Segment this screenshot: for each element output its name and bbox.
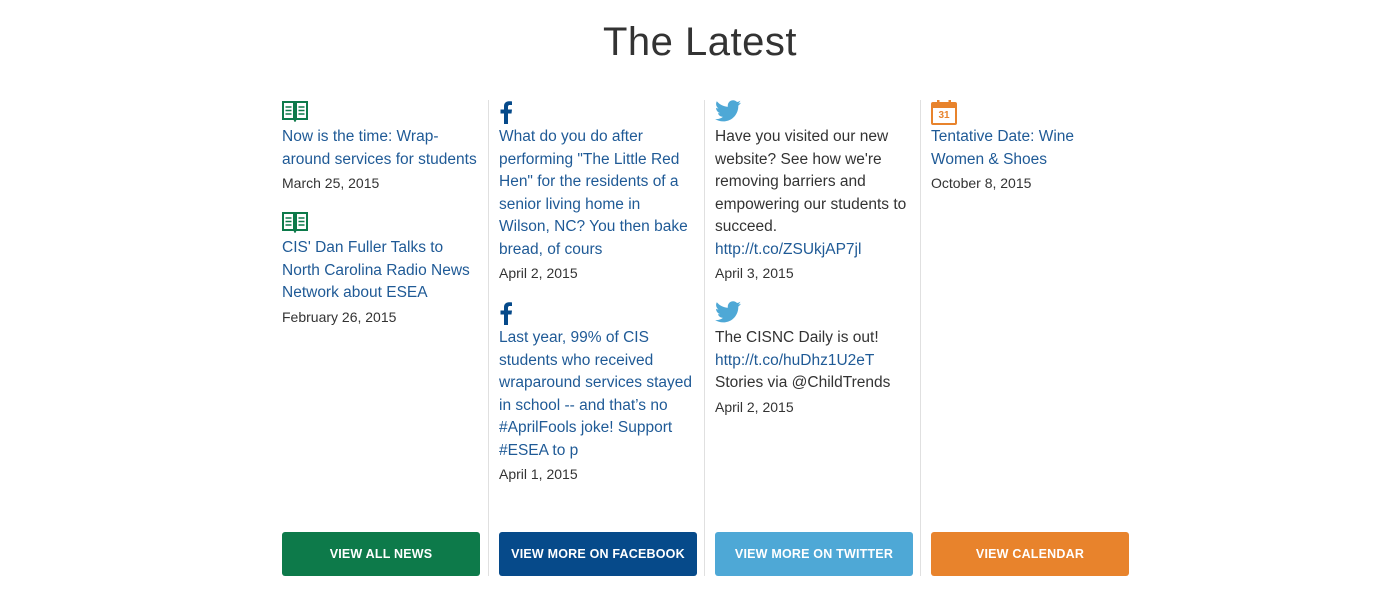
news-date: February 26, 2015 bbox=[282, 308, 397, 325]
facebook-column bbox=[488, 100, 704, 576]
tweet bbox=[715, 100, 910, 281]
view-all-news-button[interactable]: VIEW ALL NEWS bbox=[282, 532, 480, 576]
twitter-icon bbox=[715, 100, 910, 124]
news-column bbox=[272, 100, 488, 576]
news-item bbox=[282, 100, 478, 191]
book-icon bbox=[282, 211, 478, 235]
calendar-icon-day: 31 bbox=[938, 110, 950, 121]
facebook-post-link[interactable]: What do you do after performing "The Little Red Hen" for the residents of a senior living home in Wilson, NC? You then bake bread, of cours bbox=[499, 128, 688, 258]
tweet-date: April 2, 2015 bbox=[715, 398, 794, 415]
news-link[interactable]: Now is the time: Wrap-around services for students bbox=[282, 128, 477, 168]
calendar-event bbox=[931, 100, 1126, 191]
twitter-column bbox=[704, 100, 920, 576]
view-more-facebook-button[interactable]: VIEW MORE ON FACEBOOK bbox=[499, 532, 697, 576]
calendar-icon bbox=[931, 100, 957, 124]
tweet-link[interactable]: http://t.co/ZSUkjAP7jl bbox=[715, 240, 862, 258]
facebook-date: April 2, 2015 bbox=[499, 265, 578, 281]
view-calendar-button[interactable]: VIEW CALENDAR bbox=[931, 532, 1129, 576]
facebook-date: April 1, 2015 bbox=[499, 466, 578, 482]
tweet-text-after: Stories via @ChildTrends bbox=[715, 374, 891, 391]
news-link[interactable]: CIS' Dan Fuller Talks to North Carolina Radio News Network about ESEA bbox=[282, 239, 470, 301]
tweet-link[interactable]: http://t.co/huDhz1U2eT bbox=[715, 351, 875, 369]
facebook-icon bbox=[499, 100, 694, 124]
facebook-icon bbox=[499, 301, 694, 325]
news-date: March 25, 2015 bbox=[282, 175, 380, 191]
calendar-column bbox=[920, 100, 1136, 576]
tweet-text: Have you visited our new website? See how we're removing barriers and empowering our students to succeed. bbox=[715, 128, 907, 235]
facebook-post-link[interactable]: Last year, 99% of CIS students who received wraparound services stayed in school -- and that’s no #AprilFools joke! Support #ESEA to p bbox=[499, 329, 692, 459]
facebook-post bbox=[499, 301, 694, 482]
twitter-icon bbox=[715, 301, 910, 325]
section-title: The Latest bbox=[602, 20, 797, 64]
book-icon bbox=[282, 100, 478, 124]
tweet-text: The CISNC Daily is out! bbox=[715, 329, 879, 346]
tweet bbox=[715, 301, 910, 415]
calendar-event-link[interactable]: Tentative Date: Wine Women & Shoes bbox=[931, 128, 1075, 168]
tweet-date: April 3, 2015 bbox=[715, 265, 794, 281]
facebook-post bbox=[499, 100, 694, 281]
calendar-date: October 8, 2015 bbox=[931, 175, 1032, 191]
news-item bbox=[282, 211, 478, 325]
view-more-twitter-button[interactable]: VIEW MORE ON TWITTER bbox=[715, 532, 913, 576]
